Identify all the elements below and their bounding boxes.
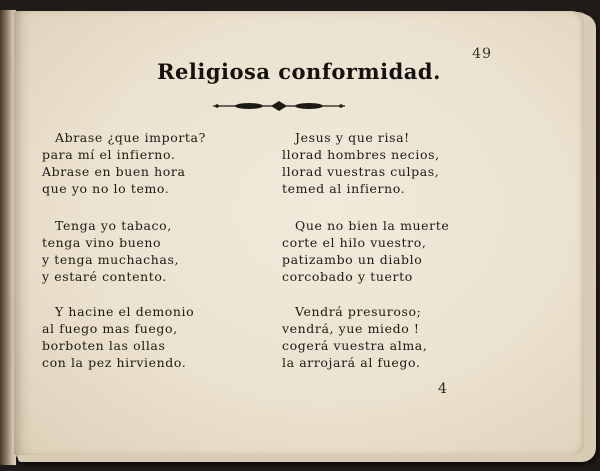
- verse-line: Que no bien la muerte: [295, 218, 450, 233]
- page-number: 49: [472, 46, 492, 62]
- verse-line: Abrase ¿que importa?: [55, 130, 206, 145]
- verse-line: vendrá, yue miedo !: [282, 321, 420, 336]
- verse-line: que yo no lo temo.: [42, 181, 170, 196]
- verse-line: llorad vuestras culpas,: [282, 164, 440, 179]
- verse-line: Jesus y que risa!: [295, 130, 410, 145]
- stanza-left-2: [42, 217, 179, 285]
- signature-mark: 4: [438, 381, 447, 397]
- poem-title: Religiosa conformidad.: [157, 59, 441, 84]
- stanza-right-3: [282, 303, 427, 371]
- verse-line: al fuego mas fuego,: [42, 321, 178, 336]
- verse-line: y tenga muchachas,: [42, 252, 180, 267]
- verse-line: borboten las ollas: [42, 338, 166, 353]
- verse-line: Y hacine el demonio: [55, 304, 195, 319]
- verse-line: llorad hombres necios,: [282, 147, 440, 162]
- verse-line: Abrase en buen hora: [42, 164, 186, 179]
- verse-line: con la pez hirviendo.: [42, 355, 187, 370]
- verse-line: cogerá vuestra alma,: [282, 338, 428, 353]
- stanza-left-1: [42, 129, 206, 197]
- verse-line: Tenga yo tabaco,: [55, 218, 172, 233]
- stanza-left-3: [42, 303, 194, 371]
- book-page: [14, 11, 584, 455]
- verse-line: temed al infierno.: [282, 181, 406, 196]
- verse-line: patizambo un diablo: [282, 252, 423, 267]
- title-ornament-divider: [209, 99, 349, 113]
- verse-line: y estaré contento.: [42, 269, 167, 284]
- verse-line: corte el hilo vuestro,: [282, 235, 427, 250]
- verse-line: corcobado y tuerto: [282, 269, 413, 284]
- verse-line: tenga vino bueno: [42, 235, 162, 250]
- stanza-right-1: [282, 129, 440, 197]
- verse-line: Vendrá presuroso;: [295, 304, 422, 319]
- verse-line: para mí el infierno.: [42, 147, 176, 162]
- verse-line: la arrojará al fuego.: [282, 355, 421, 370]
- stanza-right-2: [282, 217, 449, 285]
